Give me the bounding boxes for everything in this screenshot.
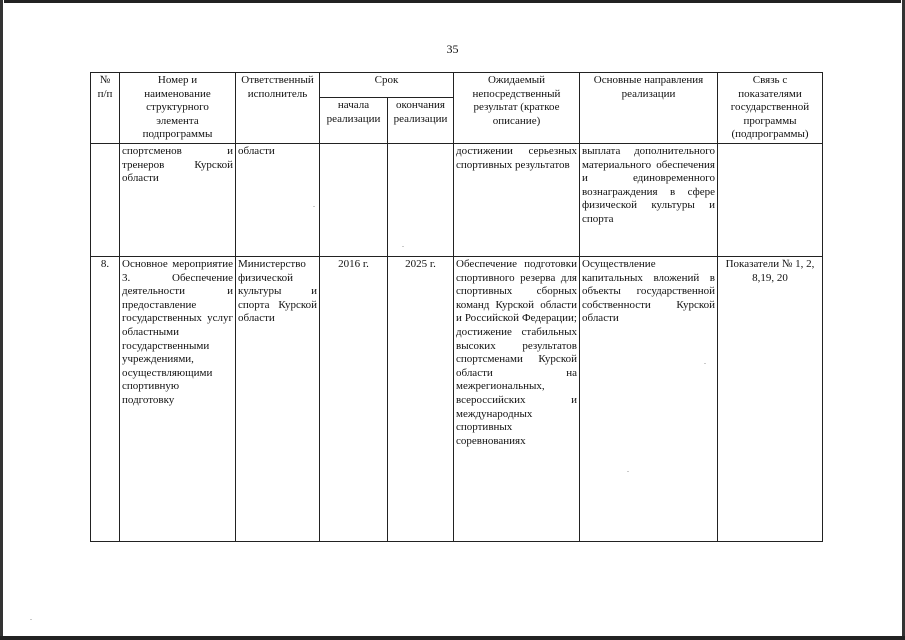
header-directions: Основные направления реализации bbox=[580, 73, 718, 144]
header-term: Срок bbox=[320, 73, 454, 98]
cell-num bbox=[91, 143, 120, 256]
cell-executor: Министерство физической культуры и спорта Курской области bbox=[236, 256, 320, 541]
scan-border-top bbox=[4, 0, 901, 3]
header-num: № п/п bbox=[91, 73, 120, 144]
scan-speck: . bbox=[313, 200, 315, 209]
scan-border-left bbox=[0, 0, 3, 640]
program-table bbox=[90, 72, 823, 542]
table-row bbox=[91, 256, 823, 541]
cell-end: 2025 г. bbox=[388, 256, 454, 541]
cell-start bbox=[320, 143, 388, 256]
header-name: Номер и наименование структурного элемента подпрограммы bbox=[120, 73, 236, 144]
header-executor: Ответственный исполнитель bbox=[236, 73, 320, 144]
table-row bbox=[91, 143, 823, 256]
page-number: 35 bbox=[446, 42, 459, 56]
cell-directions: выплата дополнительного материального обеспечения и единовременного вознаграждения в сфере физической культуры и спорта bbox=[580, 143, 718, 256]
cell-result: Обеспечение подготовки спортивного резерва для спортивных сборных команд Курской области и Российской Федерации; достижение стабильных высоких результатов спортсменами Курской области на межрегиональных, всероссийских и международных спортивных соревнованиях bbox=[454, 256, 580, 541]
cell-executor: области bbox=[236, 143, 320, 256]
scan-border-bottom bbox=[0, 636, 905, 640]
cell-directions: Осуществление капитальных вложений в объекты государственной собственности Курской области bbox=[580, 256, 718, 541]
scan-speck: . bbox=[402, 240, 404, 249]
cell-start: 2016 г. bbox=[320, 256, 388, 541]
cell-link bbox=[718, 143, 823, 256]
header-end: окончания реализации bbox=[388, 98, 454, 144]
header-row-1 bbox=[91, 73, 823, 98]
cell-link: Показатели № 1, 2, 8,19, 20 bbox=[718, 256, 823, 541]
cell-end bbox=[388, 143, 454, 256]
header-link: Связь с показателями государственной программы (подпрограммы) bbox=[718, 73, 823, 144]
scan-speck: . bbox=[30, 613, 32, 622]
cell-num: 8. bbox=[91, 256, 120, 541]
header-result: Ожидаемый непосредственный результат (краткое описание) bbox=[454, 73, 580, 144]
cell-name: спортсменов и тренеров Курской области bbox=[120, 143, 236, 256]
cell-result: достижении серьезных спортивных результатов bbox=[454, 143, 580, 256]
cell-name: Основное мероприятие 3. Обеспечение деятельности и предоставление государственных услуг областными государственными учреждениями, осуществляющими спортивную подготовку bbox=[120, 256, 236, 541]
scan-speck: . bbox=[704, 357, 706, 366]
header-start: начала реализации bbox=[320, 98, 388, 144]
scan-speck: . bbox=[627, 465, 629, 474]
